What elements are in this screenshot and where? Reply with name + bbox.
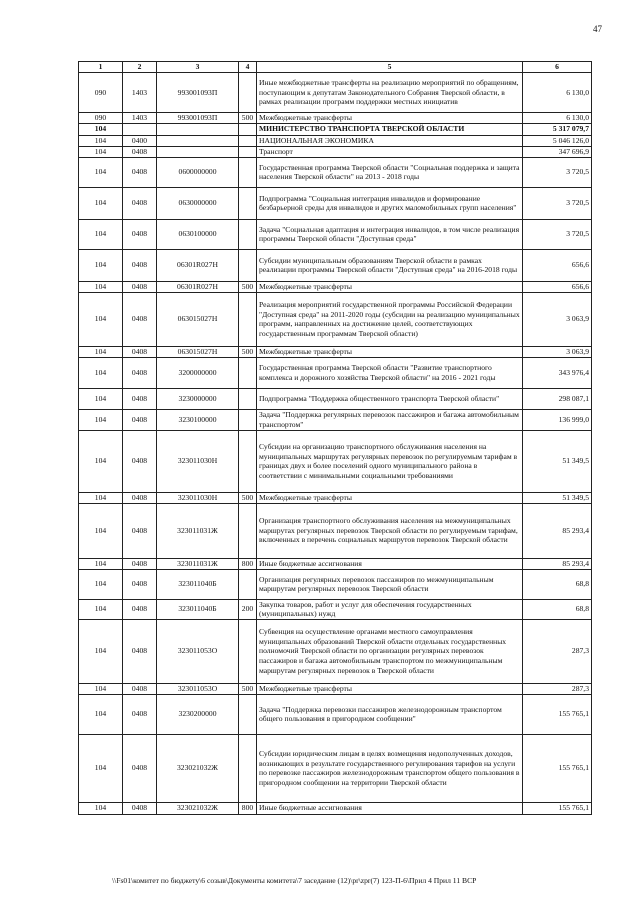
amount-cell: 3 720,5: [523, 157, 592, 187]
amount-cell: 3 720,5: [523, 219, 592, 249]
description-cell: Подпрограмма "Поддержка общественного транспорта Тверской области": [257, 388, 523, 409]
target-article-cell: 0630000000: [157, 187, 239, 219]
section-code-cell: 0408: [123, 249, 157, 281]
section-code-cell: 1403: [123, 73, 157, 113]
table-row: [79, 157, 592, 187]
table-row: [79, 73, 592, 113]
admin-code-cell: 104: [79, 430, 123, 492]
section-code-cell: 0408: [123, 569, 157, 599]
file-path-footer: \\Fs01\комитет по бюджету\6 созыв\Документы комитета\7 заседание (12)\pr\zpr(7) 123-П-6\Прил 4 Прил 11 ВСР: [112, 876, 477, 885]
section-code-cell: 0408: [123, 409, 157, 430]
expense-type-cell: [239, 619, 257, 683]
amount-cell: 3 063,9: [523, 346, 592, 357]
target-article-cell: 323011031Ж: [157, 503, 239, 558]
page-number: 47: [593, 24, 602, 34]
section-code-cell: 0408: [123, 388, 157, 409]
target-article-cell: 323021032Ж: [157, 734, 239, 802]
table-row: [79, 187, 592, 219]
expense-type-cell: [239, 187, 257, 219]
admin-code-cell: 104: [79, 123, 123, 135]
admin-code-cell: 104: [79, 802, 123, 814]
expense-type-cell: 500: [239, 281, 257, 292]
admin-code-cell: 104: [79, 569, 123, 599]
amount-cell: 347 696,9: [523, 146, 592, 157]
section-code-cell: 0408: [123, 619, 157, 683]
amount-cell: 85 293,4: [523, 503, 592, 558]
section-code-cell: 1403: [123, 113, 157, 124]
admin-code-cell: 104: [79, 187, 123, 219]
amount-cell: 3 063,9: [523, 292, 592, 346]
amount-cell: 6 130,0: [523, 73, 592, 113]
table-header-row: [79, 62, 592, 73]
amount-cell: 656,6: [523, 249, 592, 281]
admin-code-cell: 104: [79, 146, 123, 157]
expense-type-cell: [239, 157, 257, 187]
description-cell: Межбюджетные трансферты: [257, 346, 523, 357]
description-cell: Подпрограмма "Социальная интеграция инвалидов и формирование безбарьерной среды для инвалидов и других маломобильных групп населения": [257, 187, 523, 219]
description-cell: Государственная программа Тверской области "Развитие транспортного комплекса и дорожного хозяйства Тверской области" на 2016 - 2021 годы: [257, 357, 523, 388]
target-article-cell: 323011040Б: [157, 599, 239, 619]
amount-cell: 155 765,1: [523, 802, 592, 814]
target-article-cell: 06301R027Н: [157, 249, 239, 281]
table-row: [79, 292, 592, 346]
table-row: [79, 388, 592, 409]
expense-type-cell: 200: [239, 599, 257, 619]
target-article-cell: 993001093П: [157, 113, 239, 124]
header-cell: 2: [123, 62, 157, 73]
header-cell: 5: [257, 62, 523, 73]
target-article-cell: [157, 146, 239, 157]
section-code-cell: 0408: [123, 503, 157, 558]
expense-type-cell: [239, 292, 257, 346]
section-code-cell: 0408: [123, 694, 157, 734]
amount-cell: 85 293,4: [523, 558, 592, 569]
amount-cell: 68,8: [523, 599, 592, 619]
expense-type-cell: [239, 219, 257, 249]
amount-cell: 155 765,1: [523, 694, 592, 734]
target-article-cell: [157, 123, 239, 135]
target-article-cell: 063015027Н: [157, 292, 239, 346]
header-cell: 6: [523, 62, 592, 73]
table-row: [79, 249, 592, 281]
target-article-cell: 323011053О: [157, 683, 239, 694]
expense-type-cell: [239, 503, 257, 558]
expense-type-cell: [239, 694, 257, 734]
table-row: [79, 619, 592, 683]
table-row: [79, 346, 592, 357]
description-cell: Государственная программа Тверской области "Социальная поддержка и защита населения Тверской области" на 2013 - 2018 годы: [257, 157, 523, 187]
target-article-cell: 323011053О: [157, 619, 239, 683]
admin-code-cell: 090: [79, 113, 123, 124]
description-cell: Закупка товаров, работ и услуг для обеспечения государственных (муниципальных) нужд: [257, 599, 523, 619]
description-cell: НАЦИОНАЛЬНАЯ ЭКОНОМИКА: [257, 135, 523, 146]
description-cell: Иные бюджетные ассигнования: [257, 558, 523, 569]
target-article-cell: 3230000000: [157, 388, 239, 409]
amount-cell: 343 976,4: [523, 357, 592, 388]
expense-type-cell: [239, 357, 257, 388]
admin-code-cell: 104: [79, 388, 123, 409]
target-article-cell: 993001093П: [157, 73, 239, 113]
expense-type-cell: 500: [239, 683, 257, 694]
table-row: [79, 430, 592, 492]
amount-cell: 298 087,1: [523, 388, 592, 409]
admin-code-cell: 104: [79, 734, 123, 802]
expense-type-cell: [239, 388, 257, 409]
header-cell: 1: [79, 62, 123, 73]
admin-code-cell: 104: [79, 599, 123, 619]
section-code-cell: 0408: [123, 146, 157, 157]
section-code-cell: 0408: [123, 281, 157, 292]
amount-cell: 3 720,5: [523, 187, 592, 219]
expense-type-cell: [239, 123, 257, 135]
table-row: [79, 135, 592, 146]
description-cell: Межбюджетные трансферты: [257, 683, 523, 694]
admin-code-cell: 104: [79, 249, 123, 281]
amount-cell: 5 046 126,0: [523, 135, 592, 146]
table-row: [79, 694, 592, 734]
description-cell: Реализация мероприятий государственной программы Российской Федерации "Доступная среда" на 2011-2020 годы (субсидии на реализацию муниципальных программ, направленных на достижение целей, соответствующих государственным программам Тверской области): [257, 292, 523, 346]
expense-type-cell: [239, 146, 257, 157]
expense-type-cell: [239, 734, 257, 802]
description-cell: Задача "Поддержка перевозки пассажиров железнодорожным транспортом общего пользования в пригородном сообщении": [257, 694, 523, 734]
expense-type-cell: 500: [239, 113, 257, 124]
description-cell: Задача "Социальная адаптация и интеграция инвалидов, в том числе реализация программы Тверской области "Доступная среда": [257, 219, 523, 249]
description-cell: Организация транспортного обслуживания населения на межмуниципальных маршрутах регулярных перевозок Тверской области по регулируемым тарифам, включенных в перечень социальных маршрутов перевозок Тверской области: [257, 503, 523, 558]
section-code-cell: 0408: [123, 734, 157, 802]
table-row: [79, 492, 592, 503]
admin-code-cell: 104: [79, 492, 123, 503]
description-cell: МИНИСТЕРСТВО ТРАНСПОРТА ТВЕРСКОЙ ОБЛАСТИ: [257, 123, 523, 135]
target-article-cell: 323011031Ж: [157, 558, 239, 569]
description-cell: Организация регулярных перевозок пассажиров по межмуниципальным маршрутам регулярных перевозок Тверской области: [257, 569, 523, 599]
admin-code-cell: 104: [79, 135, 123, 146]
table-row: [79, 146, 592, 157]
description-cell: Межбюджетные трансферты: [257, 492, 523, 503]
admin-code-cell: 104: [79, 157, 123, 187]
admin-code-cell: 104: [79, 558, 123, 569]
admin-code-cell: 104: [79, 694, 123, 734]
budget-table: [78, 61, 592, 815]
description-cell: Субсидии на организацию транспортного обслуживания населения на муниципальных маршрутах регулярных перевозок по регулируемым тарифам в границах двух и более поселений одного муниципального района в соответствии с минимальными социальными требованиями: [257, 430, 523, 492]
table-row: [79, 569, 592, 599]
admin-code-cell: 090: [79, 73, 123, 113]
table-row: [79, 599, 592, 619]
section-code-cell: 0408: [123, 357, 157, 388]
admin-code-cell: 104: [79, 346, 123, 357]
table-row: [79, 219, 592, 249]
expense-type-cell: [239, 135, 257, 146]
table-row: [79, 113, 592, 124]
table-row: [79, 734, 592, 802]
target-article-cell: 06301R027Н: [157, 281, 239, 292]
section-code-cell: 0408: [123, 683, 157, 694]
target-article-cell: 0630100000: [157, 219, 239, 249]
table-row: [79, 281, 592, 292]
admin-code-cell: 104: [79, 357, 123, 388]
admin-code-cell: 104: [79, 619, 123, 683]
table-row: [79, 503, 592, 558]
section-code-cell: 0408: [123, 346, 157, 357]
table-row: [79, 123, 592, 135]
target-article-cell: 323011030Н: [157, 430, 239, 492]
target-article-cell: 063015027Н: [157, 346, 239, 357]
amount-cell: 155 765,1: [523, 734, 592, 802]
target-article-cell: [157, 135, 239, 146]
table-row: [79, 558, 592, 569]
table-row: [79, 357, 592, 388]
expense-type-cell: [239, 409, 257, 430]
amount-cell: 51 349,5: [523, 492, 592, 503]
expense-type-cell: [239, 73, 257, 113]
description-cell: Субсидии юридическим лицам в целях возмещения недополученных доходов, возникающих в результате государственного регулирования тарифов на услуги по перевозке пассажиров железнодорожным транспортом общего пользования в пригородном сообщении на территории Тверской области: [257, 734, 523, 802]
target-article-cell: 323021032Ж: [157, 802, 239, 814]
description-cell: Транспорт: [257, 146, 523, 157]
description-cell: Иные бюджетные ассигнования: [257, 802, 523, 814]
admin-code-cell: 104: [79, 409, 123, 430]
description-cell: Субвенция на осуществление органами местного самоуправления муниципальных образований Тверской области отдельных государственных полномочий Тверской области по организации регулярных перевозок пассажиров и багажа автомобильным транспортом по межмуниципальным маршрутам регулярных перевозок в Тверской области: [257, 619, 523, 683]
amount-cell: 68,8: [523, 569, 592, 599]
section-code-cell: 0408: [123, 219, 157, 249]
amount-cell: 5 317 079,7: [523, 123, 592, 135]
admin-code-cell: 104: [79, 281, 123, 292]
section-code-cell: 0408: [123, 802, 157, 814]
target-article-cell: 3230100000: [157, 409, 239, 430]
table-row: [79, 683, 592, 694]
description-cell: Задача "Поддержка регулярных перевозок пассажиров и багажа автомобильным транспортом": [257, 409, 523, 430]
amount-cell: 6 130,0: [523, 113, 592, 124]
target-article-cell: 3200000000: [157, 357, 239, 388]
amount-cell: 136 999,0: [523, 409, 592, 430]
target-article-cell: 323011030Н: [157, 492, 239, 503]
admin-code-cell: 104: [79, 683, 123, 694]
amount-cell: 656,6: [523, 281, 592, 292]
section-code-cell: 0408: [123, 187, 157, 219]
admin-code-cell: 104: [79, 503, 123, 558]
admin-code-cell: 104: [79, 292, 123, 346]
target-article-cell: 323011040Б: [157, 569, 239, 599]
table-row: [79, 409, 592, 430]
description-cell: Иные межбюджетные трансферты на реализацию мероприятий по обращениям, поступающим к депутатам Законодательного Собрания Тверской области, в рамках реализации программ поддержки местных инициатив: [257, 73, 523, 113]
expense-type-cell: [239, 430, 257, 492]
expense-type-cell: 500: [239, 492, 257, 503]
table-row: [79, 802, 592, 814]
header-cell: 4: [239, 62, 257, 73]
target-article-cell: 0600000000: [157, 157, 239, 187]
amount-cell: 287,3: [523, 683, 592, 694]
expense-type-cell: 800: [239, 802, 257, 814]
section-code-cell: 0408: [123, 558, 157, 569]
section-code-cell: 0408: [123, 430, 157, 492]
expense-type-cell: [239, 569, 257, 599]
section-code-cell: 0408: [123, 157, 157, 187]
target-article-cell: 3230200000: [157, 694, 239, 734]
description-cell: Межбюджетные трансферты: [257, 281, 523, 292]
amount-cell: 287,3: [523, 619, 592, 683]
section-code-cell: 0408: [123, 492, 157, 503]
expense-type-cell: 800: [239, 558, 257, 569]
expense-type-cell: [239, 249, 257, 281]
header-cell: 3: [157, 62, 239, 73]
description-cell: Межбюджетные трансферты: [257, 113, 523, 124]
section-code-cell: 0408: [123, 292, 157, 346]
description-cell: Субсидии муниципальным образованиям Тверской области в рамках реализации программы Тверской области "Доступная среда" на 2016-2018 годы: [257, 249, 523, 281]
section-code-cell: [123, 123, 157, 135]
amount-cell: 51 349,5: [523, 430, 592, 492]
section-code-cell: 0408: [123, 599, 157, 619]
section-code-cell: 0400: [123, 135, 157, 146]
expense-type-cell: 500: [239, 346, 257, 357]
admin-code-cell: 104: [79, 219, 123, 249]
table-body: [79, 62, 592, 815]
